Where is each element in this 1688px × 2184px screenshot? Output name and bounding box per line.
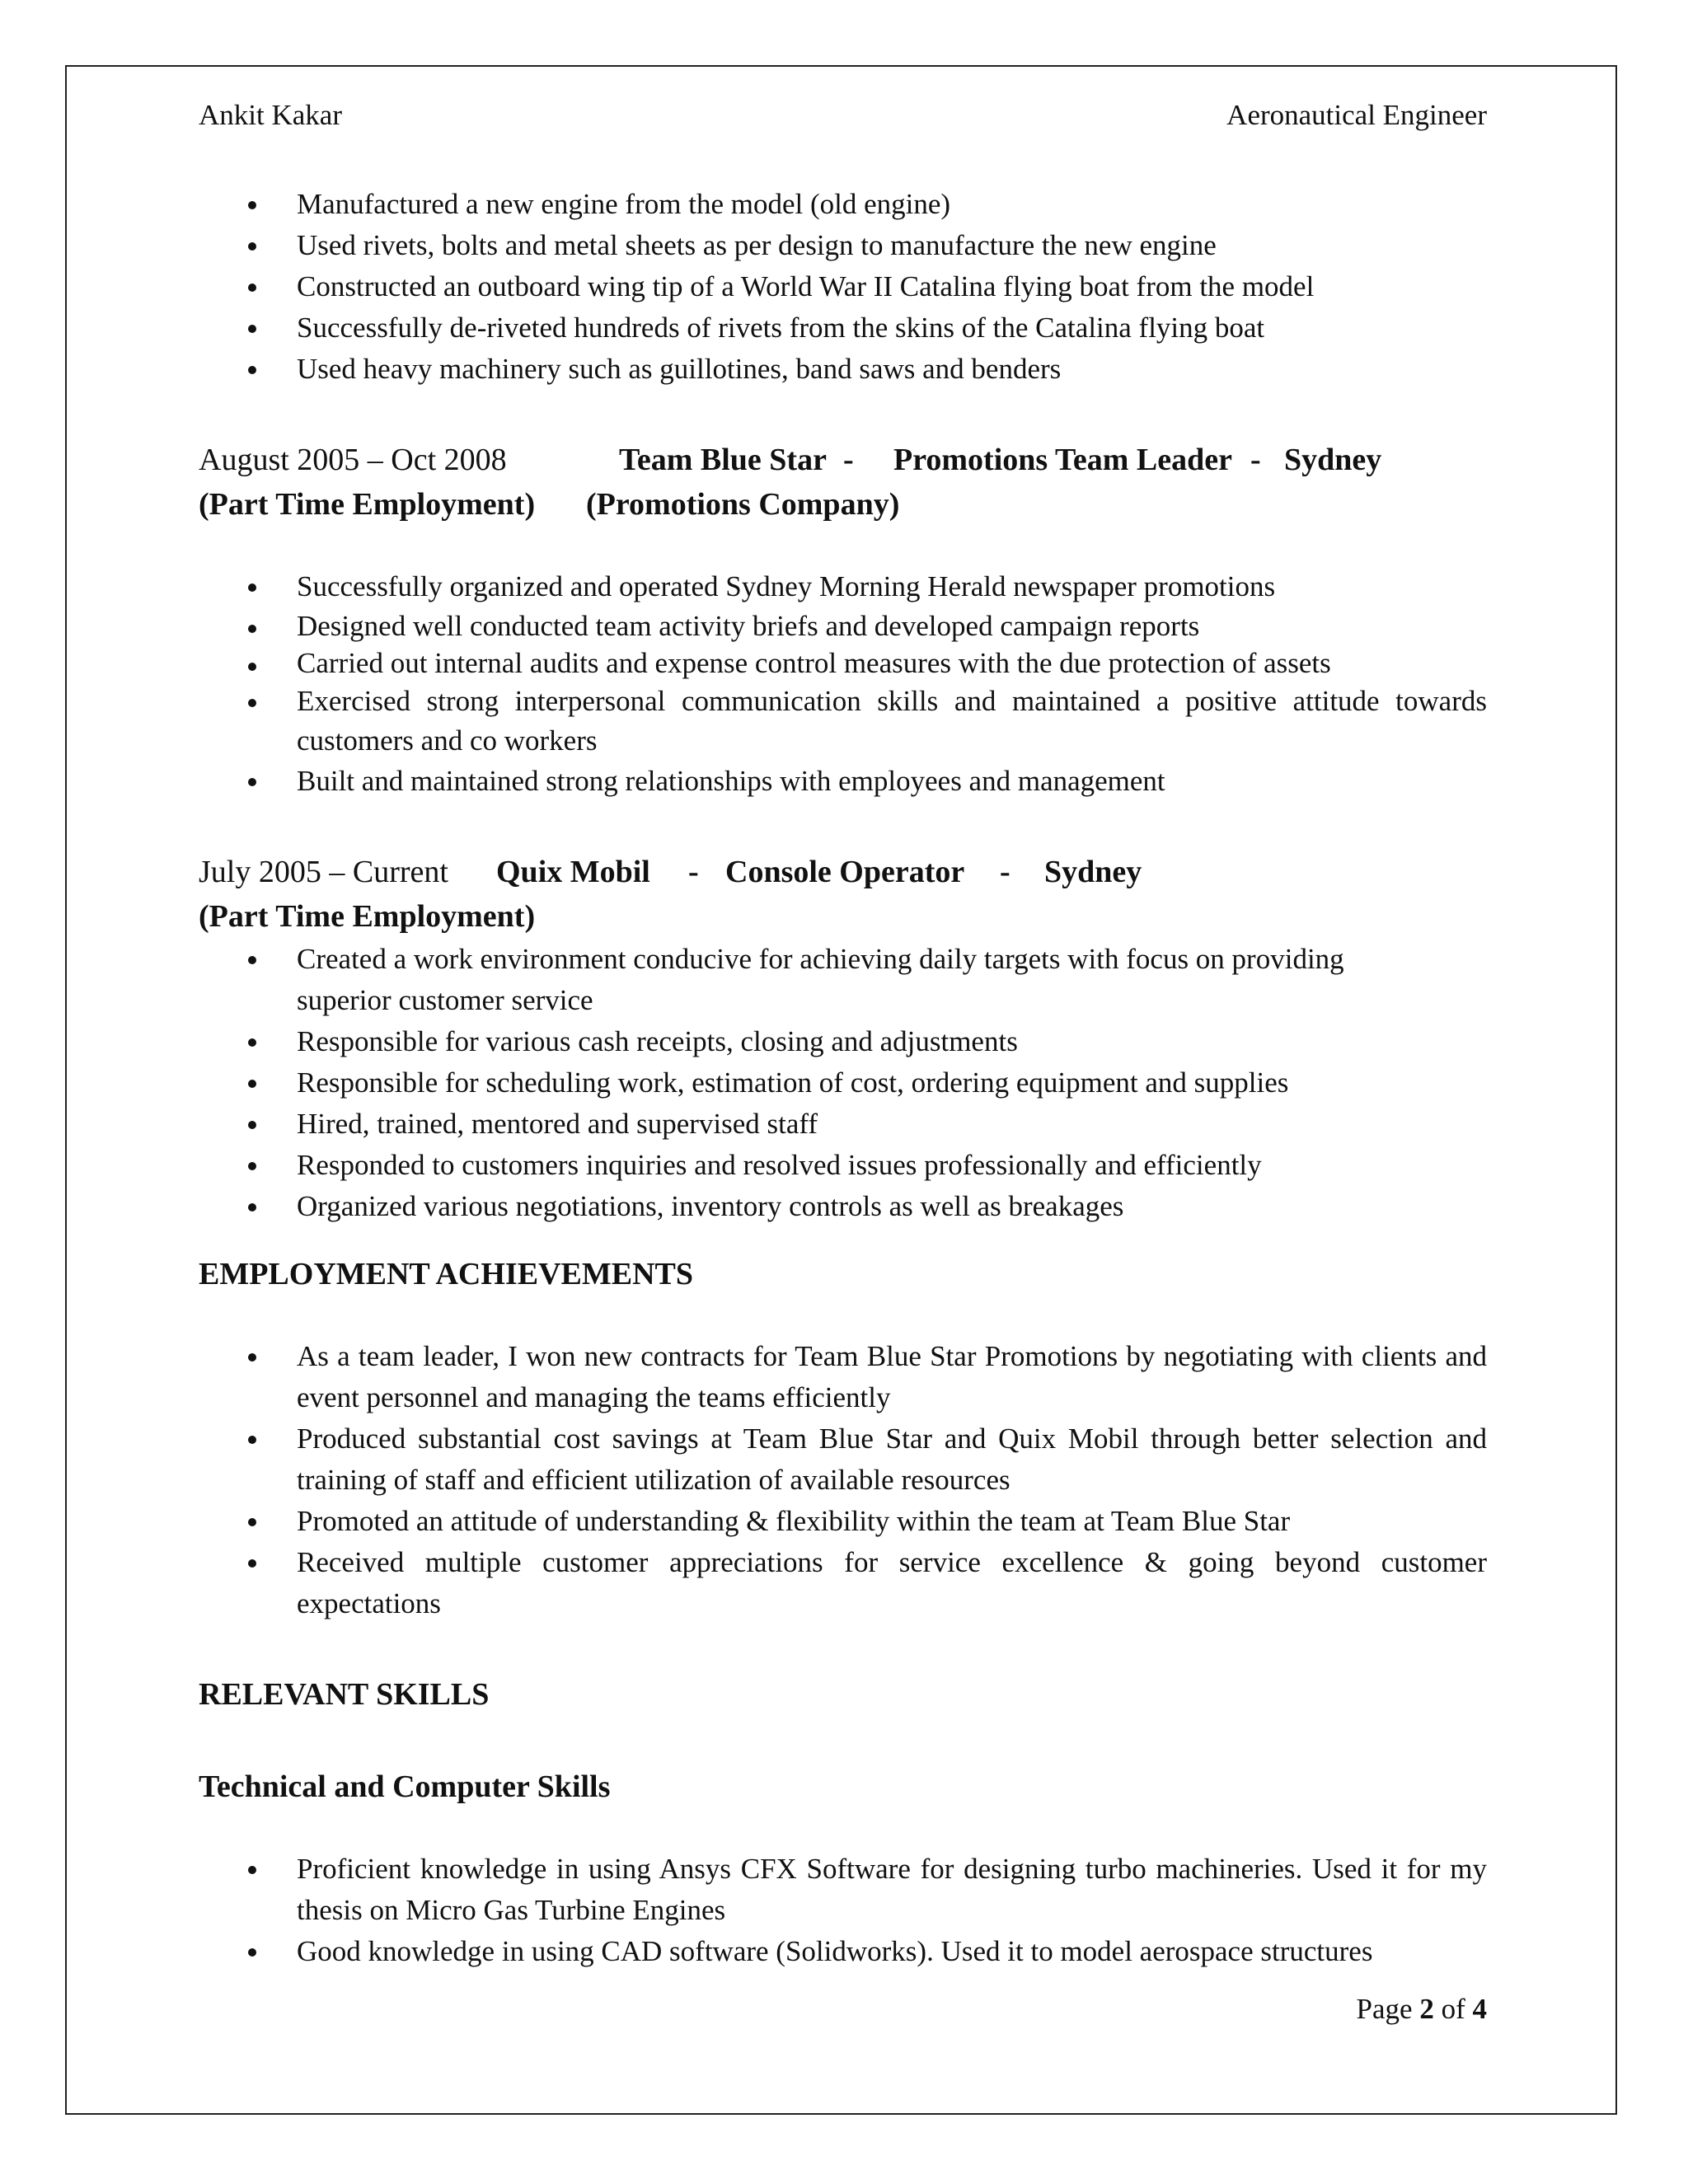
job2-location: Sydney [1044, 855, 1142, 889]
page-of-label: of [1441, 1993, 1465, 2025]
list-item: Created a work environment conducive for achieving daily targets with focus on providing superior customer service [199, 939, 1487, 1021]
list-item: Exercised strong interpersonal communication skills and maintained a positive attitude towards customers and co workers [199, 682, 1487, 761]
skills-subheading: Technical and Computer Skills [199, 1769, 611, 1804]
page-label: Page [1356, 1993, 1413, 2025]
job2-separator: - [1000, 855, 1010, 889]
job2-separator: - [688, 855, 699, 889]
job1-dates: August 2005 – Oct 2008 [199, 443, 507, 477]
skills-bullet-list [199, 1849, 1487, 1972]
list-item: Designed well conducted team activity briefs and developed campaign reports [199, 607, 1487, 645]
page-number [1357, 1989, 1487, 2030]
candidate-title: Aeronautical Engineer [1226, 99, 1487, 131]
achievements-bullet-list [199, 1336, 1487, 1624]
list-item: Received multiple customer appreciations for service excellence & going beyond customer expectations [199, 1542, 1487, 1624]
job2-bullet-list [199, 939, 1487, 1227]
job2-employment-type: (Part Time Employment) [199, 899, 536, 934]
job1-bullet-list [199, 566, 1487, 802]
list-item: Built and maintained strong relationships with employees and management [199, 761, 1487, 802]
list-item: As a team leader, I won new contracts for Team Blue Star Promotions by negotiating with clients and event personnel and managing the teams efficiently [199, 1336, 1487, 1418]
list-item: Responsible for scheduling work, estimation of cost, ordering equipment and supplies [199, 1062, 1487, 1104]
list-item: Organized various negotiations, inventory controls as well as breakages [199, 1186, 1487, 1227]
job1-role: Promotions Team Leader [893, 443, 1232, 477]
page-total: 4 [1472, 1993, 1487, 2025]
list-item: Responded to customers inquiries and resolved issues professionally and efficiently [199, 1145, 1487, 1186]
job1-company: Team Blue Star [619, 443, 827, 477]
list-item: Proficient knowledge in using Ansys CFX Software for designing turbo machineries. Used it for my thesis on Micro Gas Turbine Engines [199, 1849, 1487, 1931]
list-item: Carried out internal audits and expense control measures with the due protection of assets [199, 645, 1487, 682]
job1-location: Sydney [1284, 443, 1382, 477]
job1-header [199, 438, 1487, 482]
job1-employment-type: (Part Time Employment) [199, 487, 536, 522]
list-item: Manufactured a new engine from the model (old engine) [199, 184, 1487, 225]
job1-subheader [199, 482, 1487, 527]
job1-company-type: (Promotions Company) [586, 487, 900, 522]
page-current: 2 [1419, 1993, 1434, 2025]
intro-bullet-list [199, 184, 1487, 390]
job2-dates: July 2005 – Current [199, 855, 448, 889]
list-item: Responsible for various cash receipts, closing and adjustments [199, 1021, 1487, 1062]
list-item: Used rivets, bolts and metal sheets as per design to manufacture the new engine [199, 225, 1487, 266]
list-item: Good knowledge in using CAD software (Solidworks). Used it to model aerospace structures [199, 1931, 1487, 1972]
job2-role: Console Operator [725, 855, 965, 889]
achievements-heading: EMPLOYMENT ACHIEVEMENTS [199, 1257, 693, 1291]
list-item: Successfully de-riveted hundreds of rivets from the skins of the Catalina flying boat [199, 307, 1487, 349]
candidate-name: Ankit Kakar [199, 99, 342, 131]
job2-company: Quix Mobil [496, 855, 650, 889]
page-header [199, 95, 1487, 143]
resume-page [199, 95, 1487, 1972]
list-item: Constructed an outboard wing tip of a World War II Catalina flying boat from the model [199, 266, 1487, 307]
list-item: Produced substantial cost savings at Team Blue Star and Quix Mobil through better selection and training of staff and efficient utilization of available resources [199, 1418, 1487, 1501]
list-item: Promoted an attitude of understanding & flexibility within the team at Team Blue Star [199, 1501, 1487, 1542]
list-item: Used heavy machinery such as guillotines, band saws and benders [199, 349, 1487, 390]
job1-separator: - [1250, 443, 1261, 477]
list-item: Successfully organized and operated Sydney Morning Herald newspaper promotions [199, 566, 1487, 607]
job2-header [199, 850, 1487, 894]
list-item: Hired, trained, mentored and supervised staff [199, 1104, 1487, 1145]
job1-separator: - [843, 443, 854, 477]
skills-heading: RELEVANT SKILLS [199, 1677, 490, 1712]
